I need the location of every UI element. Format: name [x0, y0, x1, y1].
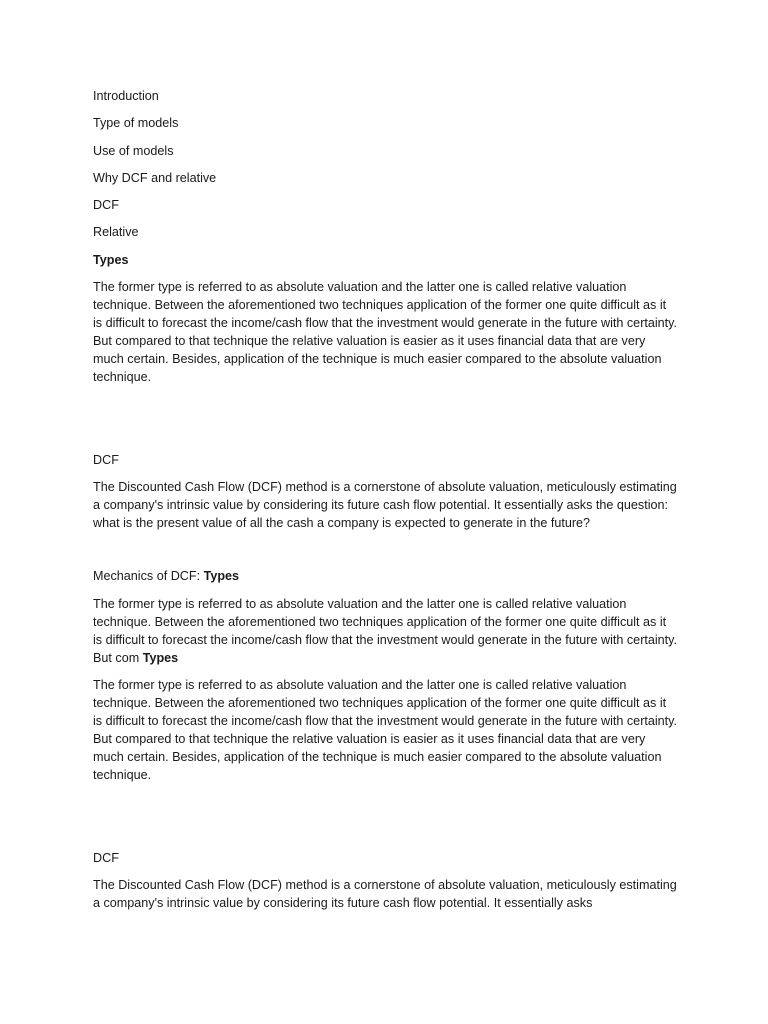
outline-item-use-of-models: Use of models [93, 143, 174, 158]
paragraph-types: The former type is referred to as absolute valuation and the latter one is called relative valuation technique. Between the aforementioned two techniques application of the former one quite difficult as it is difficult to forecast the income/cash flow that the investment would generate in the future with certainty. But compared to that technique the relative valuation is easier as it uses financial data that are very much certain. Besides, application of the technique is much easier compared to the absolute valuation technique. [93, 280, 678, 385]
outline-item-relative: Relative [93, 225, 139, 240]
paragraph-dcf-intro: The Discounted Cash Flow (DCF) method is a cornerstone of absolute valuation, meticulously estimating a company's intrinsic value by considering its future cash flow potential. It essentially asks the question: what is the present value of all the cash a company is expected to generate in the future? [93, 480, 677, 531]
section-heading-dcf: DCF [93, 453, 119, 468]
paragraph-mechanics [93, 595, 678, 667]
paragraph-types-repeat: The former type is referred to as absolute valuation and the latter one is called relative valuation technique. Between the aforementioned two techniques application of the former one quite difficult as it is difficult to forecast the income/cash flow that the investment would generate in the future with certainty. But compared to that technique the relative valuation is easier as it uses financial data that are very much certain. Besides, application of the technique is much easier compared to the absolute valuation technique. [93, 677, 678, 782]
paragraph-dcf-intro-repeat: The Discounted Cash Flow (DCF) method is a cornerstone of absolute valuation, meticulously estimating a company's intrinsic value by considering its future cash flow potential. It essentially asks [93, 877, 677, 910]
mechanics-inline-bold: Types [142, 650, 179, 665]
section-heading-mechanics [93, 567, 678, 585]
spacer [93, 395, 678, 451]
spacer [93, 793, 678, 849]
mechanics-heading-prefix: Mechanics of DCF: [93, 569, 204, 584]
section-heading-types: Types [93, 252, 129, 267]
section-heading-dcf-repeat: DCF [93, 850, 119, 865]
outline-item-introduction: Introduction [93, 89, 159, 103]
outline-item-type-of-models: Type of models [93, 116, 179, 131]
mechanics-heading-bold: Types [203, 569, 240, 584]
outline-item-why-dcf-and-relative: Why DCF and relative [93, 170, 217, 185]
outline-item-dcf: DCF [93, 198, 119, 213]
spacer [93, 541, 678, 567]
mechanics-paragraph-text: The former type is referred to as absolute valuation and the latter one is called relative valuation technique. Between the aforementioned two techniques application of the former one quite difficult as it is difficult to forecast the income/cash flow that the investment would generate in the future with certainty. But com [93, 596, 678, 665]
document-body [93, 87, 678, 921]
